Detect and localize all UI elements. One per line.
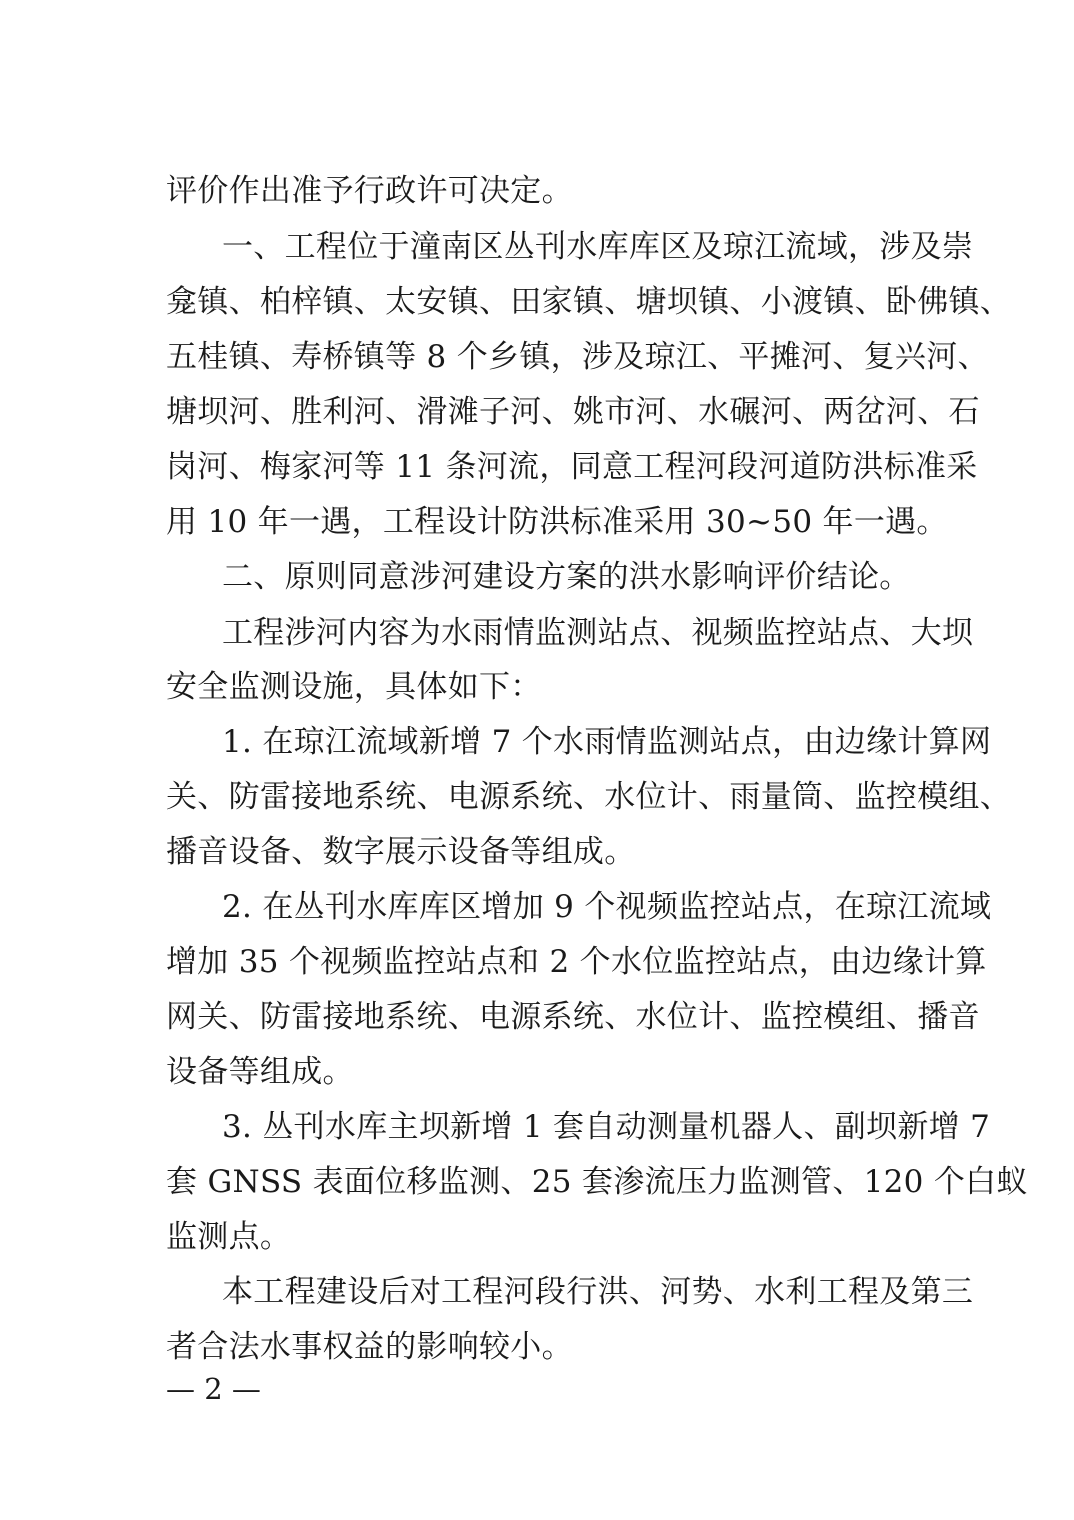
- text-line-18: 3. 丛刊水库主坝新增 1 套自动测量机器人、副坝新增 7: [222, 1109, 991, 1145]
- text-line-10: 安全监测设施，具体如下：: [166, 669, 542, 705]
- text-line-15: 增加 35 个视频监控站点和 2 个水位监控站点，由边缘计算: [166, 944, 987, 980]
- text-line-20: 监测点。: [166, 1219, 292, 1255]
- text-line-19: 套 GNSS 表面位移监测、25 套渗流压力监测管、120 个白蚁: [166, 1164, 1028, 1200]
- text-line-8: 二、原则同意涉河建设方案的洪水影响评价结论。: [222, 559, 911, 595]
- text-line-11: 1. 在琼江流域新增 7 个水雨情监测站点，由边缘计算网: [222, 724, 992, 760]
- text-line-3: 龛镇、柏梓镇、太安镇、田家镇、塘坝镇、小渡镇、卧佛镇、: [166, 284, 1012, 320]
- text-line-2: 一、工程位于潼南区丛刊水库库区及琼江流域，涉及崇: [222, 229, 974, 265]
- text-line-13: 播音设备、数字展示设备等组成。: [166, 834, 636, 870]
- text-line-5: 塘坝河、胜利河、滑滩子河、姚市河、水碾河、两岔河、石: [166, 394, 980, 430]
- text-line-21: 本工程建设后对工程河段行洪、河势、水利工程及第三: [222, 1274, 974, 1310]
- text-line-14: 2. 在丛刊水库库区增加 9 个视频监控站点，在琼江流域: [222, 889, 992, 925]
- text-line-1: 评价作出准予行政许可决定。: [166, 173, 573, 209]
- text-line-17: 设备等组成。: [166, 1054, 354, 1090]
- page-number: — 2 —: [166, 1372, 261, 1406]
- text-line-22: 者合法水事权益的影响较小。: [166, 1329, 573, 1365]
- text-line-6: 岗河、梅家河等 11 条河流，同意工程河段河道防洪标准采: [166, 449, 978, 485]
- text-line-7: 用 10 年一遇，工程设计防洪标准采用 30~50 年一遇。: [166, 504, 948, 540]
- text-line-4: 五桂镇、寿桥镇等 8 个乡镇，涉及琼江、平摊河、复兴河、: [166, 339, 989, 375]
- text-line-12: 关、防雷接地系统、电源系统、水位计、雨量筒、监控模组、: [166, 779, 1012, 815]
- text-line-9: 工程涉河内容为水雨情监测站点、视频监控站点、大坝: [222, 615, 974, 651]
- text-line-16: 网关、防雷接地系统、电源系统、水位计、监控模组、播音: [166, 999, 980, 1035]
